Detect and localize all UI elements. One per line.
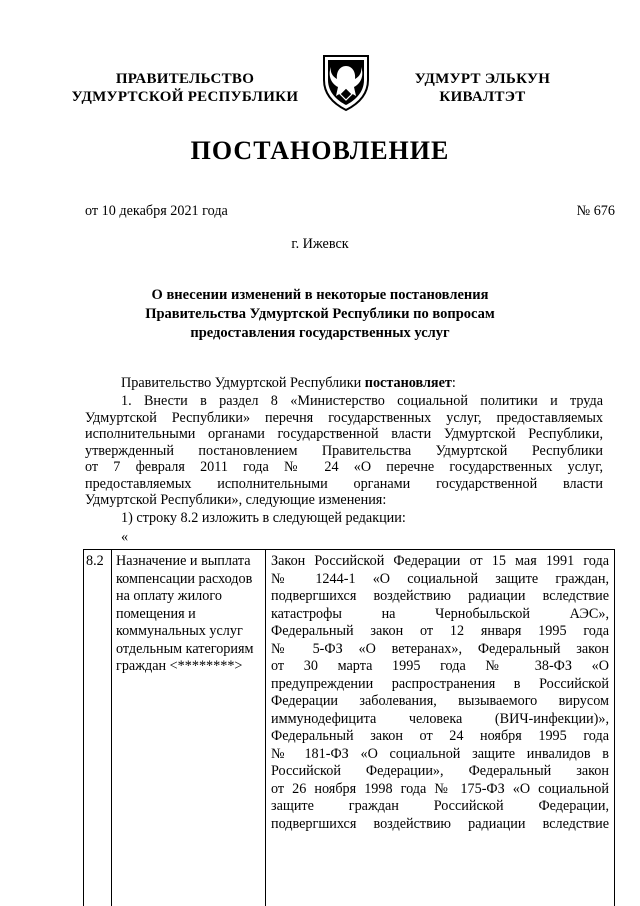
header-right [395, 70, 570, 106]
service-name-line: отдельным категориям [116, 640, 254, 657]
intro-paragraph [121, 375, 456, 392]
intro-colon: : [451, 375, 456, 391]
quote-open: « [121, 529, 129, 545]
legal-line: Российской Федерации», Федеральный закон [271, 763, 609, 779]
legal-line: № 5-ФЗ «О ветеранах», Федеральный закон [271, 640, 609, 657]
legal-line: Федеральный закон от 12 января 1995 года [271, 623, 609, 639]
service-name-line: граждан <********> [116, 658, 243, 674]
legal-line: предупреждении распространения в Российской [271, 675, 609, 692]
paragraph-2: 1) строку 8.2 изложить в следующей редакции: [121, 510, 406, 526]
document-number: № 676 [576, 203, 615, 219]
header-left [55, 70, 315, 106]
legal-basis-cell [266, 550, 615, 906]
subject-line2: Правительства Удмуртской Республики по вопросам [145, 306, 495, 322]
p1-line: исполнительными органами государственной власти Удмуртской Республики, [85, 426, 603, 442]
p1-line: 1. Внести в раздел 8 «Министерство социальной политики и труда [121, 393, 603, 409]
legal-line: Закон Российской Федерации от 15 мая 1991 года [271, 553, 609, 569]
legal-line: Федерации заболевания, вызываемого вирусом [271, 693, 609, 709]
legal-line: от 30 марта 1995 года № 38-ФЗ «О [271, 658, 609, 674]
legal-line: от 26 ноября 1998 года № 175-ФЗ «О социальной [271, 780, 609, 797]
service-name-line: помещения и [116, 605, 196, 622]
row-number: 8.2 [84, 550, 112, 906]
document-city: г. Ижевск [291, 236, 349, 252]
coat-of-arms-icon [318, 52, 374, 112]
services-table [83, 549, 615, 906]
legal-line: № 181-ФЗ «О социальной защите инвалидов в [271, 745, 609, 762]
legal-line: подвергшихся воздействию радиации вследствие [271, 815, 609, 832]
legal-line: подвергшихся воздействию радиации вследствие [271, 588, 609, 604]
legal-line: защите граждан Российской Федерации, [271, 798, 609, 814]
document-title: ПОСТАНОВЛЕНИЕ [190, 136, 450, 165]
intro-verb: постановляет [364, 375, 452, 391]
service-name-cell [112, 550, 266, 906]
paragraph-1 [85, 393, 603, 509]
subject-line3: предоставления государственных услуг [190, 325, 450, 341]
p1-line: утвержденный постановлением Правительства Удмуртской Республики [85, 442, 603, 459]
subject-line1: О внесении изменений в некоторые постановления [151, 287, 489, 303]
p1-line: Удмуртской Республики», следующие изменения: [85, 492, 387, 508]
p1-line: предоставляемых исполнительными органами государственной власти [85, 475, 603, 492]
p1-line: от 7 февраля 2011 года № 24 «О перечне государственных услуг, [85, 459, 603, 475]
service-name-line: коммунальных услуг [116, 623, 243, 639]
legal-line: № 1244-1 «О социальной защите граждан, [271, 570, 609, 587]
legal-line: иммунодефицита человека (ВИЧ-инфекции)», [271, 710, 609, 727]
header-right-line2: КИВАЛТЭТ [439, 89, 526, 105]
header-left-line2: УДМУРТСКОЙ РЕСПУБЛИКИ [71, 89, 299, 105]
document-date: от 10 декабря 2021 года [85, 203, 228, 219]
intro-text: Правительство Удмуртской Республики [121, 375, 365, 391]
document-subject [100, 286, 540, 343]
header-left-line1: ПРАВИТЕЛЬСТВО [115, 71, 255, 87]
p1-line: Удмуртской Республики» перечня государственных услуг, предоставляемых [85, 409, 603, 426]
service-name-line: Назначение и выплата [116, 553, 251, 569]
header-right-line1: УДМУРТ ЭЛЬКУН [414, 71, 551, 87]
legal-line: Федеральный закон от 24 ноября 1995 года [271, 728, 609, 744]
table-row [84, 550, 614, 906]
legal-line: катастрофы на Чернобыльской АЭС», [271, 605, 609, 622]
service-name-line: на оплату жилого [116, 588, 222, 604]
service-name-line: компенсации расходов [116, 570, 253, 587]
